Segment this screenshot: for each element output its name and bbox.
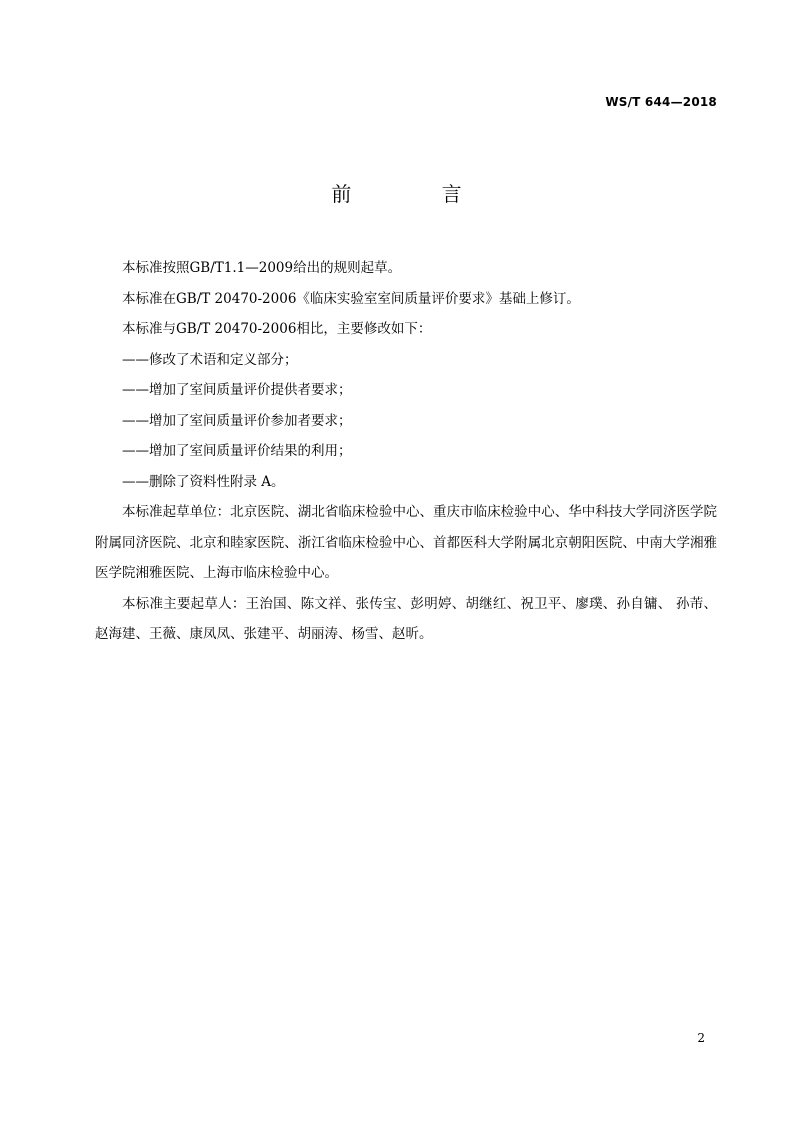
page-number: 2: [697, 1031, 705, 1045]
list-item-change: ——修改了术语和定义部分；: [122, 351, 298, 368]
list-item-change: ——增加了室间质量评价结果的利用；: [122, 443, 352, 459]
list-item-change: ——增加了室间质量评价参加者要求；: [122, 412, 352, 429]
paragraph-main-drafters: 本标准主要起草人：王治国、陈文祥、张传宝、彭明婷、胡继红、祝卫平、廖璞、孙自镛、 孙芾、赵海建、王薇、康凤凤、张建平、胡丽涛、杨雪、赵昕。: [95, 595, 717, 642]
paragraph-changes-intro: 本标准与GB/T 20470-2006相比，主要修改如下：: [122, 321, 432, 337]
paragraph-drafting-rules: 本标准按照GB/T1.1—2009给出的规则起草。: [122, 260, 402, 276]
page-title: 前 言: [331, 182, 504, 206]
list-item-change: ——删除了资料性附录 A。: [122, 473, 285, 490]
paragraph-drafting-units: 本标准起草单位：北京医院、湖北省临床检验中心、重庆市临床检验中心、华中科技大学同济医学院附属同济医院、北京和睦家医院、浙江省临床检验中心、首都医科大学附属北京朝阳医院、中南大学湘雅医学院湘雅医院、上海市临床检验中心。: [95, 504, 717, 581]
paragraph-revision-basis: 本标准在GB/T 20470-2006《临床实验室室间质量评价要求》基础上修订。: [122, 290, 580, 307]
list-item-change: ——增加了室间质量评价提供者要求；: [122, 382, 352, 398]
document-body: [95, 253, 717, 650]
standard-code: WS/T 644—2018: [605, 95, 717, 109]
